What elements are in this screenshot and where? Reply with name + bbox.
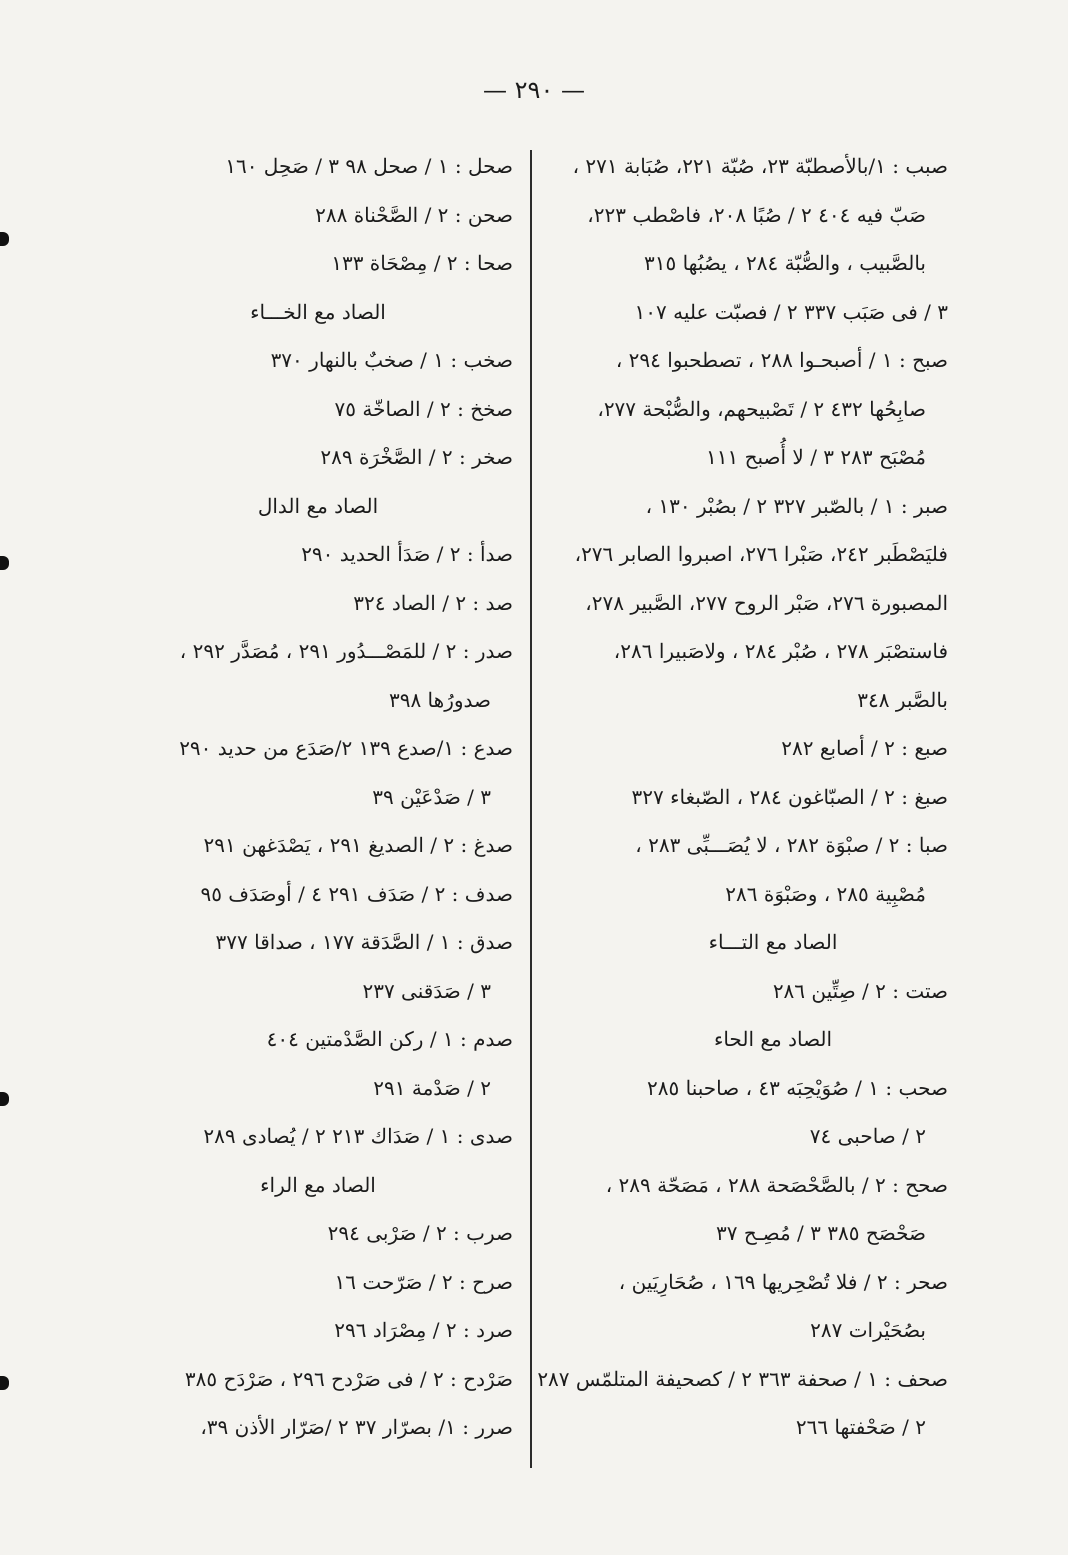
entry-line: صرد : ٢ / مِصْرَاد ٢٩٦ xyxy=(334,1318,513,1342)
entry-line: صَرْدح : ٢ / فى صَرْدح ٢٩٦ ، صَرْدَح ٣٨٥ xyxy=(184,1366,513,1391)
binding-hole-mark xyxy=(0,1376,9,1390)
entry-line: صرب : ٢ / صَرْبى ٢٩٤ xyxy=(327,1221,513,1245)
entry-line: صحر : ٢ / فلا تُصْحِريها ١٦٩ ، صُحَارِيَين ، xyxy=(618,1269,948,1294)
binding-hole-mark xyxy=(0,556,9,570)
entry-line: صحب : ١ / صُوَيْحِبَه ٤٣ ، صاحبنا ٢٨٥ xyxy=(647,1075,948,1100)
entry-line: بالصَّبر ٣٤٨ xyxy=(857,687,948,712)
entry-line: صحح : ٢ / بالصَّحْصَحة ٢٨٨ ، مَصَحّة ٢٨٩ ، xyxy=(605,1172,948,1197)
entry-line: صحن : ٢ / الصَّحْناة ٢٨٨ xyxy=(315,202,513,227)
entry-line: صحا : ٢ / مِصْحَاة ١٣٣ xyxy=(331,251,513,275)
entry-line: ٣ / فى صَبَب ٣٣٧ ٢ / فصبّت عليه ١٠٧ xyxy=(634,299,948,324)
entry-line: مُصْبَح ٢٨٣ ٣ / لا أُصبح ١١١ xyxy=(706,445,926,469)
entry-line: صحل : ١ / صحل ٩٨ ٣ / صَحِل ١٦٠ xyxy=(225,154,513,178)
entry-line: ٣ / صَدَقنى ٢٣٧ xyxy=(362,978,491,1003)
entry-line: فليَصْطَبر ٢٤٢، صَبْرا ٢٧٦، اصبروا الصابر ٢٧٦، xyxy=(574,542,948,566)
entry-line: صد : ٢ / الصاد ٣٢٤ xyxy=(353,590,513,615)
entry-line: المصبورة ٢٧٦، صَبْر الروح ٢٧٧، الصَّبير ٢٧٨، xyxy=(585,590,948,615)
entry-line: صبا : ٢ / صبْوَة ٢٨٢ ، لا يُصَـــبِّى ٢٨٣ ، xyxy=(635,833,948,857)
entry-line: صتت : ٢ / صِتِّين ٢٨٦ xyxy=(772,978,948,1003)
entry-line: بصُحَيْرات ٢٨٧ xyxy=(810,1318,926,1342)
section-heading: الصاد مع الراء xyxy=(260,1172,376,1197)
entry-line: بالصَّبيب ، والصُّبّة ٢٨٤ ، يصُبُها ٣١٥ xyxy=(643,251,926,275)
entry-line: صدأ : ٢ / صَدَأ الحديد ٢٩٠ xyxy=(301,542,513,566)
left-column xyxy=(53,142,513,1452)
entry-line: صدغ : ٢ / الصديغ ٢٩١ ، يَصْدَغهن ٢٩١ xyxy=(203,833,513,857)
section-heading: الصاد مع التـــاء xyxy=(708,930,838,954)
entry-line: صدورُها ٣٩٨ xyxy=(388,687,491,712)
entry-line: صدم : ١ / ركن الصَّدْمتين ٤٠٤ xyxy=(266,1027,513,1051)
entry-line: ٢ / صَحْفتها ٢٦٦ xyxy=(795,1415,926,1439)
binding-hole-mark xyxy=(0,232,9,246)
entry-line: صدق : ١ / الصَّدَقة ١٧٧ ، صداقا ٣٧٧ xyxy=(215,930,513,954)
entry-line: صخب : ١ / صخبٌ بالنهار ٣٧٠ xyxy=(270,348,513,372)
entry-line: صدف : ٢ / صَدَف ٢٩١ ٤ / أوصَدَف ٩٥ xyxy=(200,881,513,906)
entry-line: صبح : ١ / أصبحـوا ٢٨٨ ، تصطحبوا ٢٩٤ ، xyxy=(615,348,948,372)
entry-line: صدى : ١ / صَدَاك ٢١٣ ٢ / يُصادى ٢٨٩ xyxy=(203,1124,513,1148)
entry-line: صخخ : ٢ / الصاخّة ٧٥ xyxy=(334,396,513,421)
entry-line: صَبّ فيه ٤٠٤ ٢ / صُبًا ٢٠٨، فاصْطب ٢٢٣، xyxy=(587,202,926,227)
entry-line: صرح : ٢ / صَرّحت ١٦ xyxy=(334,1269,513,1294)
entry-line: صحف : ١ / صحفة ٣٦٣ ٢ / كصحيفة المتلمّس ٢٨٧ xyxy=(537,1366,948,1391)
entry-line: صخر : ٢ / الصَّخْرَة ٢٨٩ xyxy=(320,445,513,469)
entry-line: صَحْصَح ٣٨٥ ٣ / مُصِـح ٣٧ xyxy=(716,1221,926,1245)
entry-line: صبغ : ٢ / الصبّاغون ٢٨٤ ، الصّبغاء ٣٢٧ xyxy=(631,784,948,809)
entry-line: صدر : ٢ / للمَصْـــدُور ٢٩١ ، مُصَدَّر ٢٩٢ ، xyxy=(179,639,513,663)
entry-line: ٢ / صاحبى ٧٤ xyxy=(809,1124,926,1148)
entry-line: صبر : ١ / بالصّبر ٣٢٧ ٢ / بصُبْر ١٣٠ ، xyxy=(645,493,948,518)
entry-line: صدع : ١/صدع ١٣٩ ٢/صَدَع من حديد ٢٩٠ xyxy=(179,736,513,760)
entry-line: فاستصْبَر ٢٧٨ ، صُبْر ٢٨٤ ، ولاصَبيرا ٢٨٦، xyxy=(613,639,948,663)
entry-line: صابِحُها ٤٣٢ ٢ / تَصْبيحهم، والصُّبْحة ٢٧٧، xyxy=(597,396,926,421)
entry-line: صبع : ٢ / أصابع ٢٨٢ xyxy=(781,736,948,760)
section-heading: الصاد مع الخـــاء xyxy=(250,299,386,324)
entry-line: صبب : ١/بالأصطبّة ٢٣، صُبّة ٢٢١، صُبَابة ٢٧١ ، xyxy=(572,154,948,178)
entry-line: مُصْبِية ٢٨٥ ، وصَبْوَة ٢٨٦ xyxy=(725,881,926,906)
binding-hole-mark xyxy=(0,1092,9,1106)
entry-line: ٣ / صَدْعَيْن ٣٩ xyxy=(372,784,491,809)
section-heading: الصاد مع الدال xyxy=(257,493,379,518)
entry-line: صرر : ١/ بصرّار ٣٧ ٢ /صَرّار الأذن ٣٩، xyxy=(200,1415,513,1439)
right-column xyxy=(528,142,948,1452)
entry-line: ٢ / صَدْمة ٢٩١ xyxy=(373,1075,491,1100)
section-heading: الصاد مع الحاء xyxy=(713,1027,833,1051)
page-number: — ٢٩٠ — xyxy=(483,76,585,104)
